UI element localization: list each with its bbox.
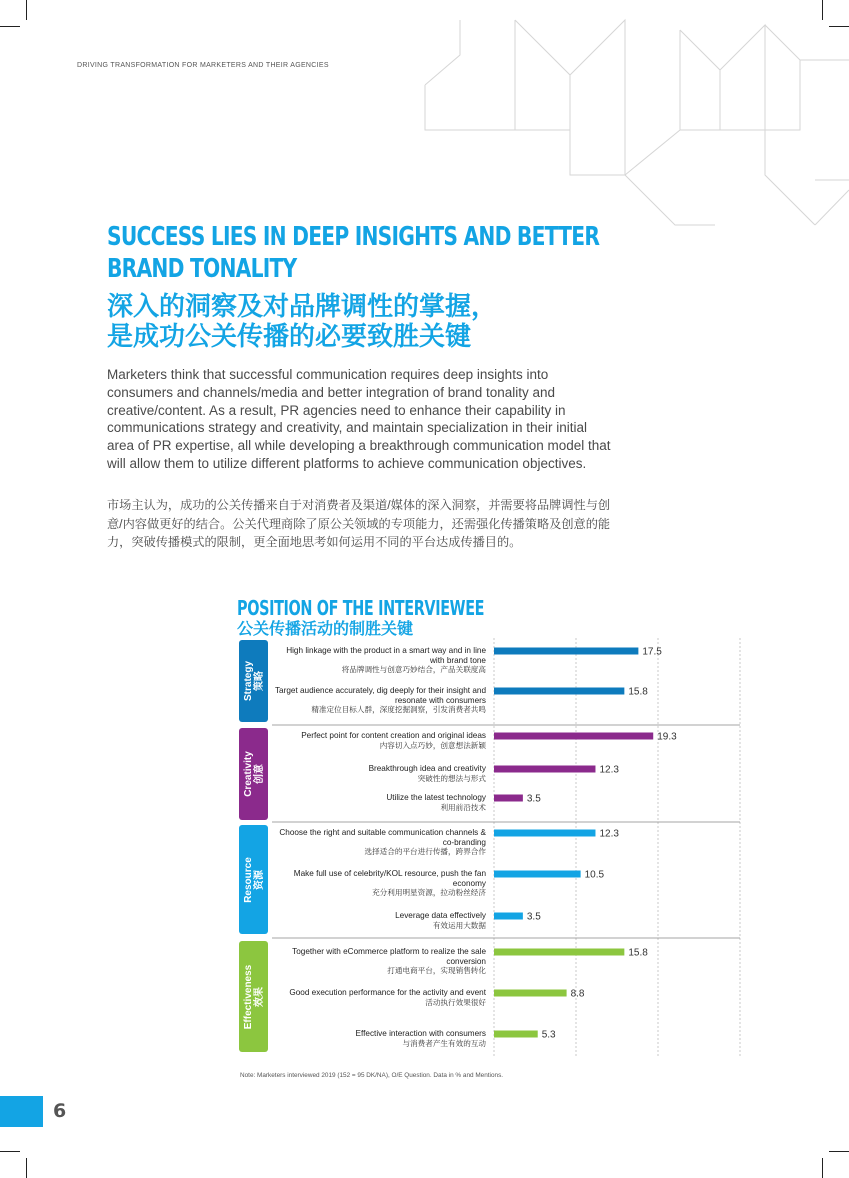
bar	[494, 949, 624, 956]
bar	[494, 766, 595, 773]
bar-label	[270, 828, 486, 857]
bar	[494, 913, 523, 920]
bar-value-label: 15.8	[628, 947, 648, 959]
bar-value-label: 8.8	[570, 988, 585, 1000]
bar	[494, 688, 624, 695]
title-cn-line1: 深入的洞察及对品牌调性的掌握，	[107, 292, 498, 322]
category-label	[243, 857, 265, 903]
category-label-en: Resource	[242, 856, 254, 903]
bar-label-cn: 将品牌调性与创意巧妙结合，产品关联度高	[341, 665, 486, 674]
category-label-cn: 创意	[253, 764, 265, 785]
body-paragraph-en: Marketers think that successful communication requires deep insights into consumers and channels/media and better integration of brand tonality and creative/content. As a result, PR agencies need to enhance their capability in communications strategy and creativity, and maintain specialization in their initial area of PR expertise, all while developing a breakthrough communication model that will allow them to utilize different platforms to achieve communication objectives.	[107, 367, 611, 471]
bar-label-cn: 活动执行效果很好	[425, 997, 486, 1007]
page-number-block	[0, 1096, 43, 1127]
bar-label-en: Good execution performance for the activity and event	[289, 988, 486, 997]
bar-label	[270, 911, 486, 930]
category-label-cn: 资源	[253, 869, 265, 890]
bar-label	[270, 947, 486, 976]
bar-label-en: Effective interaction with consumers	[355, 1029, 486, 1038]
bar	[494, 733, 653, 740]
bar-label	[270, 646, 486, 675]
category-label-en: Strategy	[242, 660, 254, 702]
category-box-resource	[239, 825, 268, 934]
bar-value-label: 15.8	[628, 686, 648, 698]
category-label	[243, 661, 265, 701]
bar-label	[270, 793, 486, 812]
category-label-cn: 效果	[253, 986, 265, 1007]
bar-label	[270, 988, 486, 1007]
bar-value-label: 12.3	[599, 764, 619, 776]
bar	[494, 1031, 538, 1038]
category-box-effectiveness	[239, 941, 268, 1052]
category-box-creativity	[239, 728, 268, 820]
bar-label	[270, 869, 486, 898]
bar-label	[270, 1029, 486, 1048]
chart-note: Note: Marketers interviewed 2019 (152 = 95 DK/NA), O/E Question. Data in % and Mentions.	[240, 1072, 504, 1079]
bar-value-label: 19.3	[657, 731, 677, 743]
bar-value-label: 5.3	[541, 1029, 556, 1041]
bar-value-label: 12.3	[599, 828, 619, 840]
running-header: DRIVING TRANSFORMATION FOR MARKETERS AND THEIR AGENCIES	[77, 62, 329, 69]
category-label-cn: 策略	[253, 671, 265, 692]
category-label	[243, 751, 265, 797]
bar-label-en: Breakthrough idea and creativity	[368, 764, 486, 773]
category-box-strategy	[239, 640, 268, 722]
bar-label	[270, 764, 486, 783]
bar-label-cn: 打通电商平台，实现销售转化	[387, 966, 486, 975]
bar-value-label: 17.5	[642, 646, 662, 658]
bar-value-label: 3.5	[526, 793, 541, 805]
category-label-en: Creativity	[242, 751, 254, 797]
bar-label-en: Target audience accurately, dig deeply for their insight and resonate with consumers	[274, 686, 486, 705]
bar-label-cn: 利用前沿技术	[440, 802, 486, 812]
category-label-en: Effectiveness	[242, 964, 254, 1029]
body-paragraph-cn: 市场主认为，成功的公关传播来自于对消费者及渠道/媒体的深入洞察，并需要将品牌调性与创意/内容做更好的结合。公关代理商除了原公关领域的专项能力，还需强化传播策略及创意的能力，突破传播模式的限制，更全面地思考如何运用不同的平台达成传播目的。	[107, 498, 611, 549]
title-en-line2: BRAND TONALITY	[107, 254, 297, 284]
bar-label-en: Perfect point for content creation and original ideas	[301, 731, 486, 740]
chart-subtitle: 公关传播活动的制胜关键	[237, 619, 414, 638]
bar-label	[270, 686, 486, 715]
category-label	[243, 964, 265, 1028]
page-number: 6	[53, 1100, 67, 1122]
bar-value-label: 10.5	[584, 869, 605, 881]
bar	[494, 648, 638, 655]
bar-label-cn: 与消费者产生有效的互动	[402, 1038, 486, 1048]
bar	[494, 795, 523, 802]
chart-title: POSITION OF THE INTERVIEWEE	[237, 596, 485, 620]
bar-label-cn: 精准定位目标人群，深度挖掘洞察，引发消费者共鸣	[311, 705, 486, 714]
bar	[494, 990, 567, 997]
bar	[494, 830, 595, 837]
bar-label-en: Leverage data effectively	[395, 911, 486, 920]
bar-label-cn: 内容切入点巧妙，创意想法新颖	[379, 740, 486, 750]
bar-label-en: Choose the right and suitable communication channels & co-branding	[279, 828, 486, 847]
bar-label-en: Utilize the latest technology	[386, 793, 486, 802]
bar	[494, 871, 581, 878]
bar-label-cn: 充分利用明星资源，拉动粉丝经济	[372, 888, 486, 897]
bar-label	[270, 731, 486, 750]
bar-label-cn: 有效运用大数据	[432, 920, 486, 930]
title-cn-line2: 是成功公关传播的必要致胜关键	[107, 322, 472, 352]
bar-value-label: 3.5	[526, 911, 541, 923]
bar-label-cn: 突破性的想法与形式	[417, 773, 486, 783]
title-en-line1: SUCCESS LIES IN DEEP INSIGHTS AND BETTER	[107, 222, 600, 252]
bar-label-en: Together with eCommerce platform to realize the sale conversion	[292, 947, 486, 966]
bar-label-en: Make full use of celebrity/KOL resource, push the fan economy	[293, 869, 486, 888]
bar-label-en: High linkage with the product in a smart way and in line with brand tone	[286, 646, 486, 665]
bar-label-cn: 选择适合的平台进行传播，跨界合作	[364, 847, 486, 856]
